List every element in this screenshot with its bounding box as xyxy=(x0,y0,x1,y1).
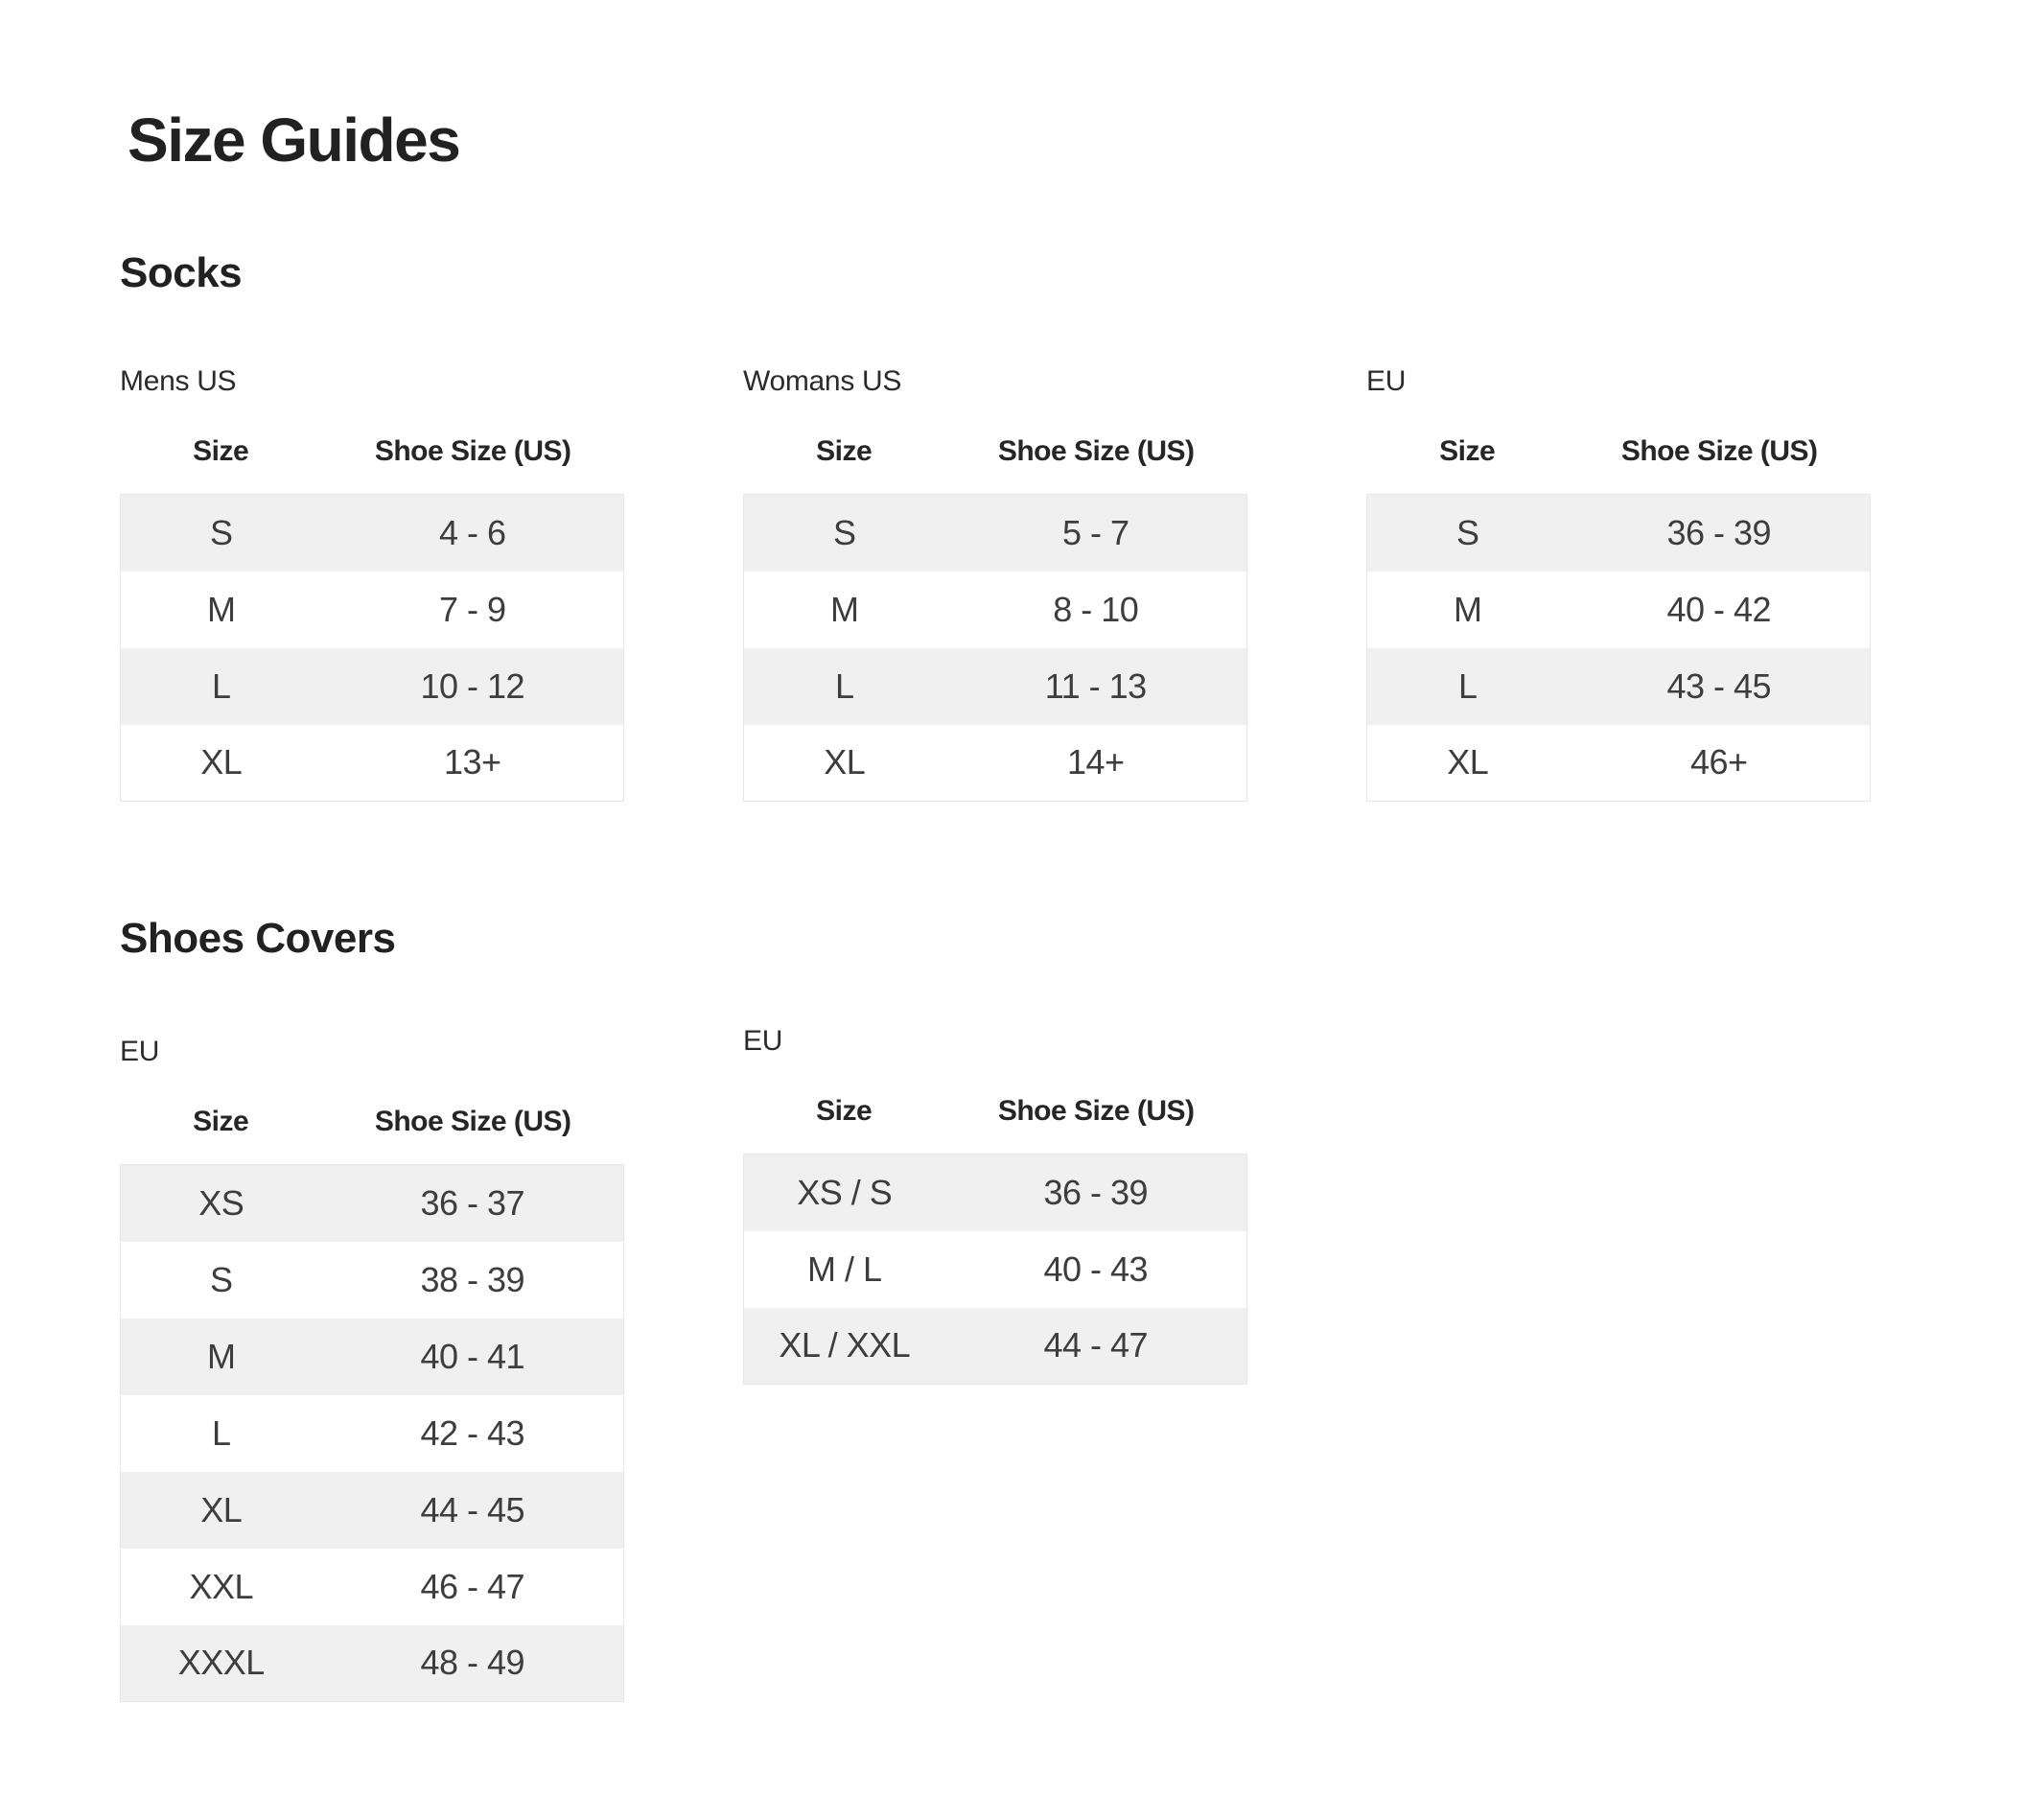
table-row xyxy=(1367,648,1871,725)
size-cell: XXL xyxy=(189,1566,254,1606)
size-cell: XS / S xyxy=(797,1172,893,1212)
shoe-size-cell: 40 - 41 xyxy=(420,1336,525,1376)
table-header-row xyxy=(120,1105,624,1139)
section-heading-socks: Socks xyxy=(120,249,243,296)
shoe-size-cell: 48 - 49 xyxy=(420,1643,525,1683)
shoe-size-cell: 36 - 39 xyxy=(1666,512,1772,552)
size-cell: S xyxy=(1455,512,1479,552)
table-row xyxy=(121,1549,624,1625)
size-cell: M xyxy=(207,589,236,629)
table-row xyxy=(121,725,624,802)
shoe-size-cell: 10 - 12 xyxy=(420,665,525,706)
section-shoes-covers xyxy=(120,917,1905,1702)
table-block-socks-eu xyxy=(1366,364,1871,802)
table-block-socks-womans-us xyxy=(743,364,1247,802)
table-row xyxy=(121,495,624,572)
shoe-size-cell: 11 - 13 xyxy=(1044,665,1147,706)
column-header-size: Size xyxy=(193,1106,249,1137)
table-block-socks-mens-us xyxy=(120,364,624,802)
column-header-shoe-size: Shoe Size (US) xyxy=(1620,435,1818,467)
shoe-size-cell: 4 - 6 xyxy=(438,512,506,552)
shoe-size-cell: 38 - 39 xyxy=(420,1259,525,1299)
shoe-size-cell: 36 - 37 xyxy=(420,1182,525,1223)
shoe-size-cell: 13+ xyxy=(443,742,501,782)
table-block-covers-eu-1 xyxy=(120,1035,624,1702)
size-cell: XL / XXL xyxy=(779,1325,911,1365)
page-title: Size Guides xyxy=(128,105,460,175)
table-row xyxy=(1367,725,1871,802)
shoe-size-cell: 7 - 9 xyxy=(438,589,506,629)
table-row xyxy=(121,1395,624,1472)
shoe-size-cell: 36 - 39 xyxy=(1043,1172,1149,1212)
size-cell: L xyxy=(211,1412,231,1453)
size-cell: XL xyxy=(824,742,866,782)
size-table-socks-womans-us xyxy=(743,494,1247,802)
table-row xyxy=(121,572,624,648)
shoes-covers-tables-row xyxy=(120,1024,1905,1702)
column-header-size: Size xyxy=(1439,435,1496,467)
table-row xyxy=(1367,495,1871,572)
shoe-size-cell: 44 - 47 xyxy=(1043,1325,1149,1365)
table-label-eu: EU xyxy=(120,1036,160,1067)
size-table-socks-mens-us xyxy=(120,494,624,802)
table-label-eu: EU xyxy=(743,1025,783,1057)
size-table-covers-eu-1 xyxy=(120,1164,624,1702)
size-cell: M xyxy=(830,589,859,629)
shoe-size-cell: 40 - 43 xyxy=(1043,1248,1149,1289)
size-cell: XL xyxy=(200,1489,243,1529)
socks-tables-row xyxy=(120,364,1905,802)
shoe-size-cell: 8 - 10 xyxy=(1053,589,1139,629)
table-label-mens-us: Mens US xyxy=(120,365,237,397)
size-cell: M xyxy=(207,1336,236,1376)
table-header-row xyxy=(743,434,1247,469)
size-cell: XS xyxy=(198,1182,244,1223)
table-label-womans-us: Womans US xyxy=(743,365,902,397)
table-header-row xyxy=(1366,434,1871,469)
table-row xyxy=(121,1472,624,1549)
table-row xyxy=(121,648,624,725)
column-header-shoe-size: Shoe Size (US) xyxy=(374,435,571,467)
table-label-eu: EU xyxy=(1366,365,1407,397)
shoe-size-cell: 46 - 47 xyxy=(420,1566,525,1606)
shoe-size-cell: 42 - 43 xyxy=(420,1412,525,1453)
section-heading-shoes-covers: Shoes Covers xyxy=(120,915,396,962)
table-row xyxy=(121,1242,624,1318)
table-row xyxy=(121,1625,624,1702)
table-row xyxy=(744,1155,1247,1231)
size-cell: L xyxy=(211,665,231,706)
size-cell: L xyxy=(834,665,854,706)
shoe-size-cell: 5 - 7 xyxy=(1061,512,1129,552)
column-header-shoe-size: Shoe Size (US) xyxy=(997,435,1195,467)
size-cell: XXXL xyxy=(177,1643,265,1683)
table-row xyxy=(744,725,1247,802)
size-cell: XL xyxy=(200,742,243,782)
size-cell: M xyxy=(1454,589,1482,629)
shoe-size-cell: 44 - 45 xyxy=(420,1489,525,1529)
size-cell: S xyxy=(832,512,856,552)
table-row xyxy=(744,1308,1247,1385)
column-header-shoe-size: Shoe Size (US) xyxy=(374,1106,571,1137)
table-header-row xyxy=(120,434,624,469)
table-row xyxy=(744,572,1247,648)
shoe-size-cell: 40 - 42 xyxy=(1666,589,1772,629)
table-header-row xyxy=(743,1094,1247,1129)
table-row xyxy=(744,1231,1247,1308)
size-cell: XL xyxy=(1447,742,1489,782)
table-row xyxy=(121,1318,624,1395)
size-table-socks-eu xyxy=(1366,494,1871,802)
size-table-covers-eu-2 xyxy=(743,1154,1247,1385)
table-row xyxy=(744,648,1247,725)
table-row xyxy=(1367,572,1871,648)
size-cell: M / L xyxy=(806,1248,882,1289)
size-cell: L xyxy=(1457,665,1478,706)
shoe-size-cell: 43 - 45 xyxy=(1666,665,1772,706)
column-header-shoe-size: Shoe Size (US) xyxy=(997,1095,1195,1127)
section-socks xyxy=(120,251,1905,802)
column-header-size: Size xyxy=(193,435,249,467)
table-row xyxy=(121,1165,624,1242)
shoe-size-cell: 46+ xyxy=(1689,742,1748,782)
size-cell: S xyxy=(209,1259,233,1299)
table-block-covers-eu-2 xyxy=(743,1024,1247,1385)
size-cell: S xyxy=(209,512,233,552)
table-row xyxy=(744,495,1247,572)
column-header-size: Size xyxy=(816,1095,873,1127)
column-header-size: Size xyxy=(816,435,873,467)
shoe-size-cell: 14+ xyxy=(1066,742,1125,782)
